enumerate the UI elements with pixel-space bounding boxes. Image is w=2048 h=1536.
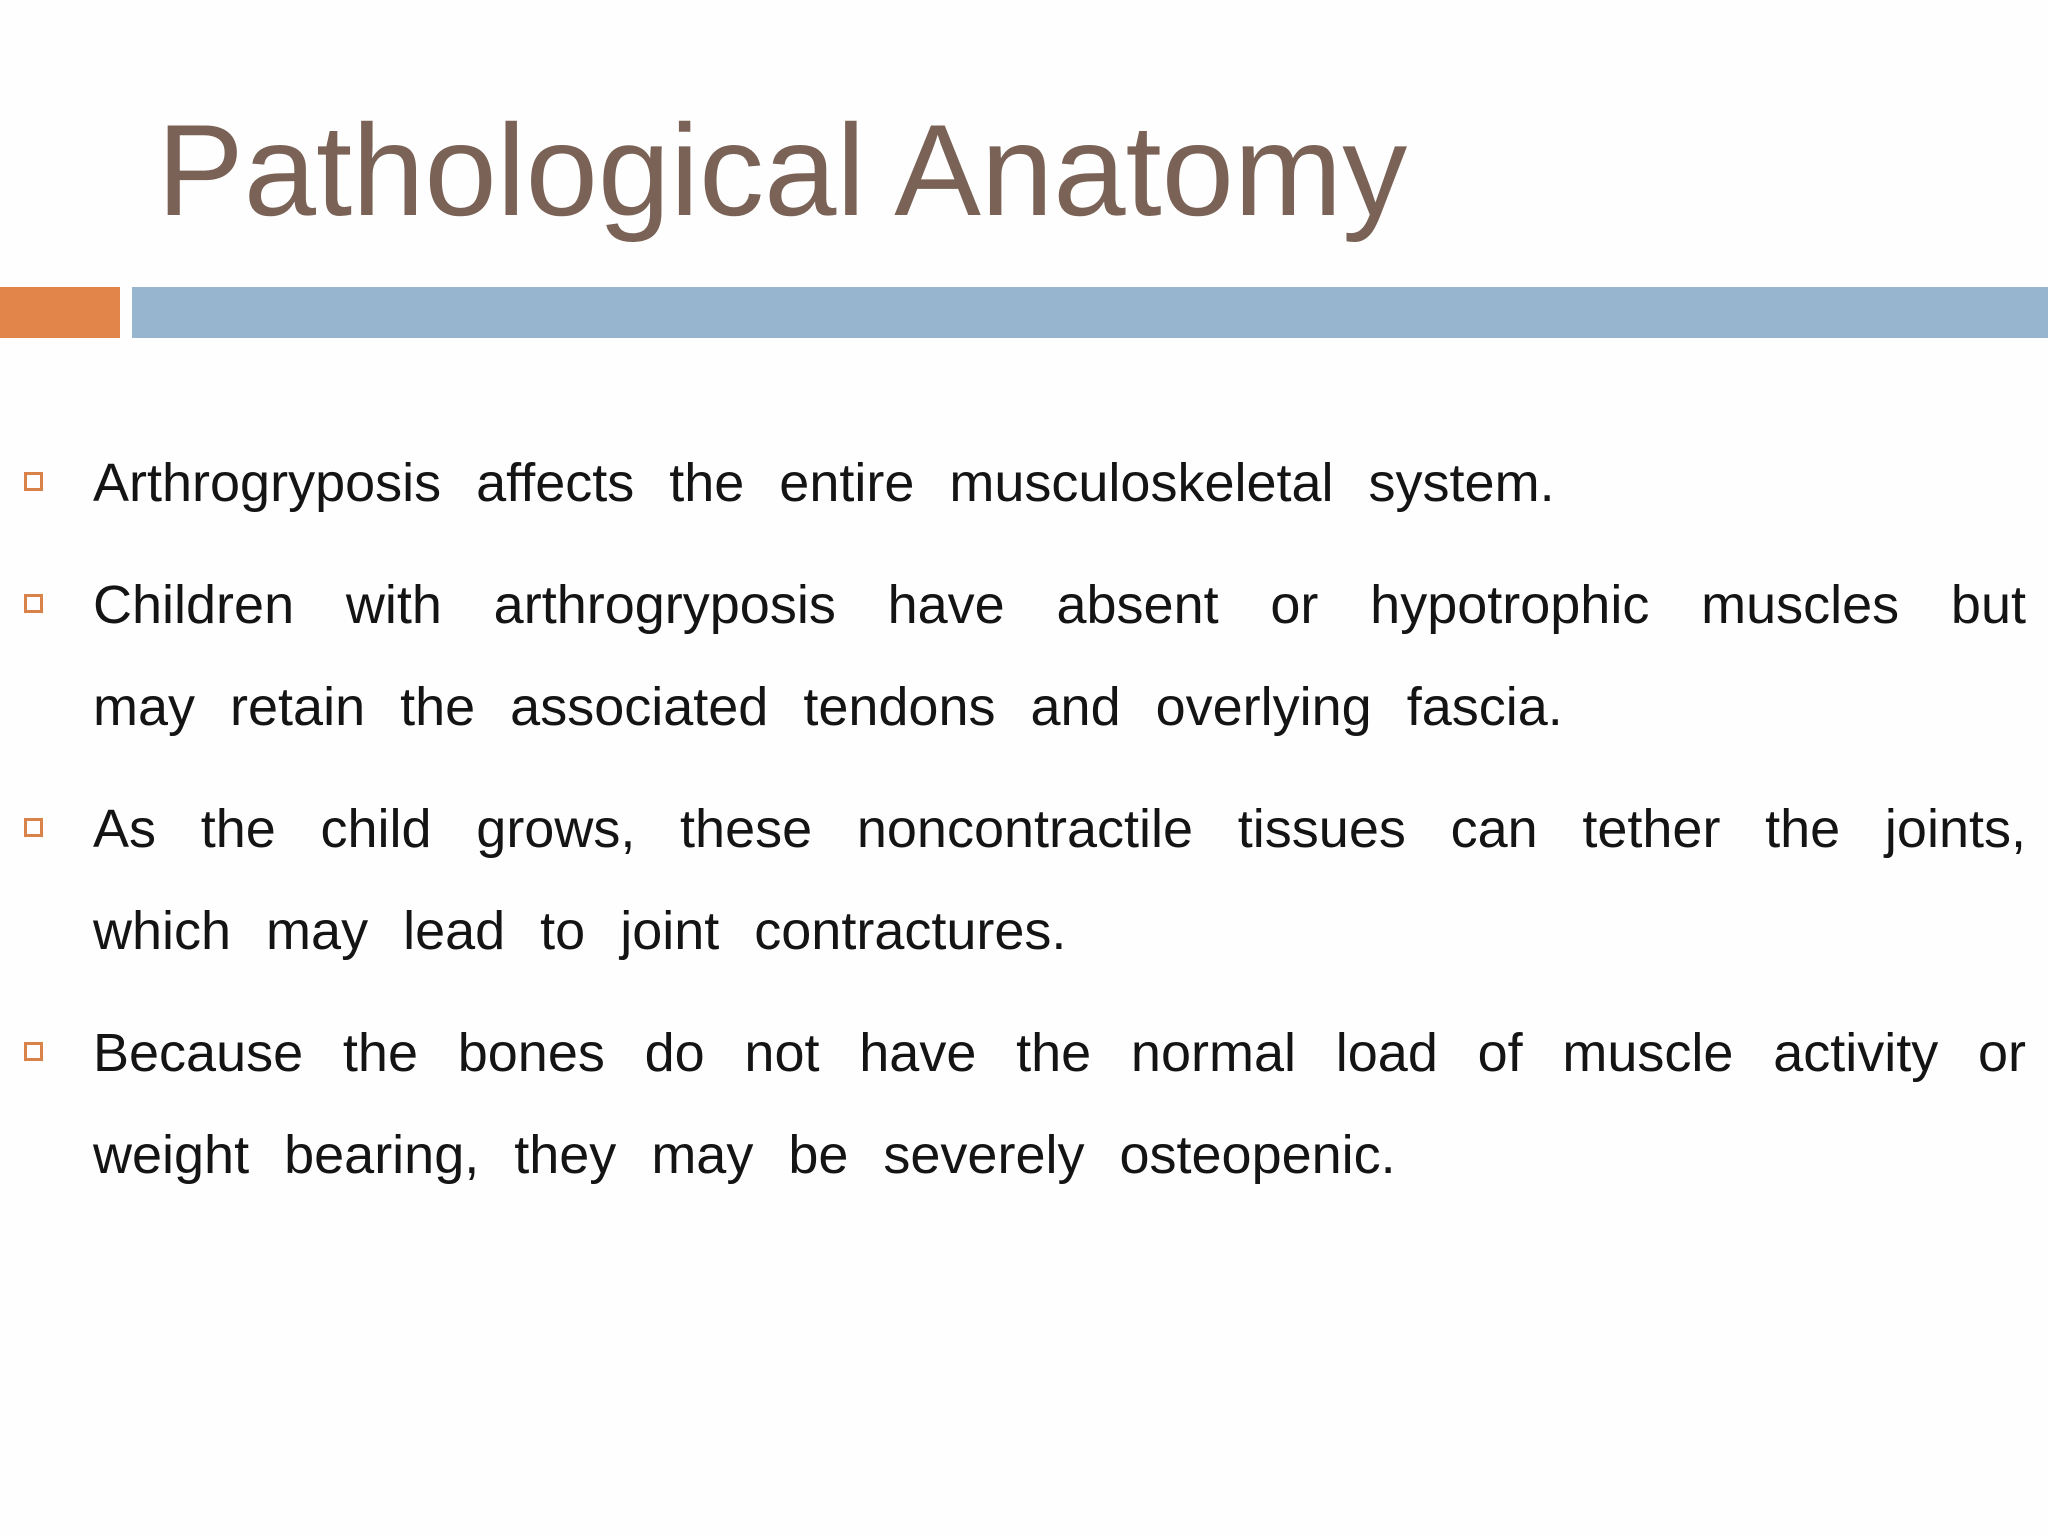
- bullet-item: [0, 554, 2048, 758]
- bullet-text: Children with arthrogryposis have absent or hypotrophic muscles but may retain the associated tendons and overlying fascia.: [93, 575, 2026, 737]
- bullet-item: [0, 432, 2048, 534]
- bullet-item: [0, 778, 2048, 982]
- hollow-square-bullet-icon: [24, 594, 43, 613]
- bullet-text: Because the bones do not have the normal load of muscle activity or weight bearing, they may be severely osteopenic.: [93, 1023, 2026, 1185]
- hollow-square-bullet-icon: [24, 472, 43, 491]
- bullet-list: [0, 432, 2048, 1206]
- bullet-item: [0, 1002, 2048, 1206]
- title-accent-bar-orange: [0, 287, 120, 338]
- bullet-text: Arthrogryposis affects the entire musculoskeletal system.: [93, 453, 1555, 513]
- slide-title: Pathological Anatomy: [157, 97, 1408, 243]
- hollow-square-bullet-icon: [24, 1042, 43, 1061]
- title-accent-bar-blue: [132, 287, 2048, 338]
- hollow-square-bullet-icon: [24, 818, 43, 837]
- bullet-text: As the child grows, these noncontractile tissues can tether the joints, which may lead to joint contractures.: [93, 799, 2026, 961]
